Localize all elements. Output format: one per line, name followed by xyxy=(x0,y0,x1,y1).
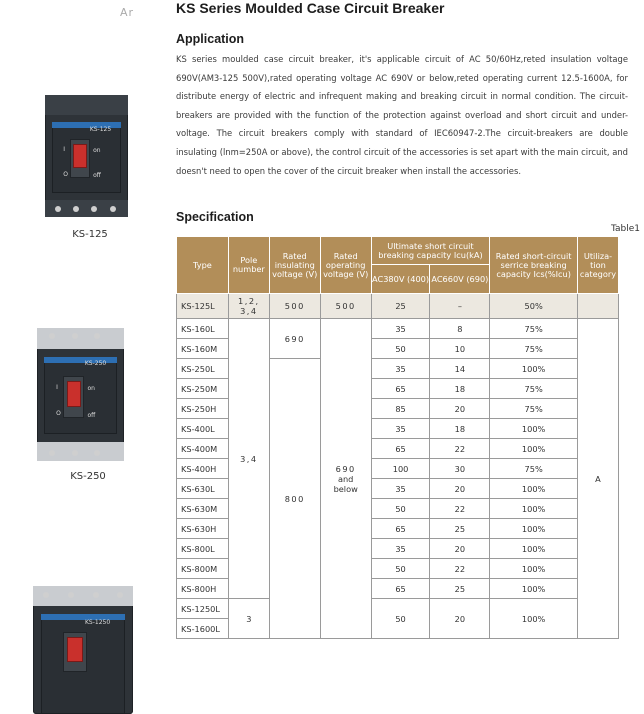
table-row: KS-250L 800 35 14 100% xyxy=(177,359,619,379)
table-row: KS-630L 35 20 100% xyxy=(177,479,619,499)
table-row: KS-400H 100 30 75% xyxy=(177,459,619,479)
table-row: KS-250H 85 20 75% xyxy=(177,399,619,419)
table-row: KS-630H 65 25 100% xyxy=(177,519,619,539)
table-row: KS-400L 35 18 100% xyxy=(177,419,619,439)
header-operating: Rated operating voltage (V) xyxy=(320,237,371,294)
table-label: Table1 xyxy=(611,224,640,234)
header-insulating: Rated insulating voltage (V) xyxy=(269,237,320,294)
pole-1250-cell: 3 xyxy=(228,599,269,639)
header-ac380: AC380V (400) xyxy=(371,265,430,294)
table-row: KS-160M 50 10 75% xyxy=(177,339,619,359)
header-type: Type xyxy=(177,237,229,294)
table-row: KS-800L 35 20 100% xyxy=(177,539,619,559)
specification-heading: Specification xyxy=(176,210,254,224)
page-title: KS Series Moulded Case Circuit Breaker xyxy=(176,0,445,16)
product-image-column xyxy=(0,0,170,714)
breaker-image-ks125: KS-125 I on O off xyxy=(45,95,128,217)
breaker-image-ks250: KS-250 I on O off xyxy=(37,328,124,461)
table-row: KS-800H 65 25 100% xyxy=(177,579,619,599)
corner-text: Ar xyxy=(120,6,135,19)
table-row: KS-125L 1,2, 3,4 500 500 25 – 50% xyxy=(177,294,619,319)
caption-ks250: KS-250 xyxy=(70,471,106,482)
specification-table xyxy=(176,236,619,639)
table-row: KS-800M 50 22 100% xyxy=(177,559,619,579)
header-utilization: Utiliza- tion category xyxy=(577,237,618,294)
pole-main-cell: 3,4 xyxy=(228,319,269,599)
operating-main-cell: 690 and below xyxy=(320,319,371,639)
application-text: KS series moulded case circuit breaker, it's applicable circuit of AC 50/60Hz,reted insulation voltage 690V(AM3-125 500V),rated operating voltage AC 690V or below,reted operating current 12.5-1600A, for distribute energy of electric and infrequent making and breaking circuit in normal condition. The circuit-breakers are provided with the function of the protection against overload and short circuit and under-voltage. The circuit breakers comply with standard of IEC60947-2.The circuit-breakers are double insulating (lnm=250A or above), the control circuit of the accessories is set apart with the main circuit, and doesn't need to open the cover of the circuit breaker when install the accessories. xyxy=(176,54,628,176)
category-cell: A xyxy=(577,319,618,639)
application-heading: Application xyxy=(176,32,245,46)
insulating-800-cell: 800 xyxy=(269,359,320,639)
table-row: KS-160L 3,4 690 690 and below 35 8 75% A xyxy=(177,319,619,339)
table-row: KS-1600L xyxy=(177,619,619,639)
table-row: KS-630M 50 22 100% xyxy=(177,499,619,519)
header-pole: Pole number xyxy=(228,237,269,294)
table-row: KS-400M 65 22 100% xyxy=(177,439,619,459)
header-service: Rated short-circuit serrice breaking capacity Ics(%Icu) xyxy=(490,237,578,294)
insulating-690-cell: 690 xyxy=(269,319,320,359)
caption-ks125: KS-125 xyxy=(72,229,108,240)
header-ultimate: Ultimate short circuit breaking capacity Icu(kA) xyxy=(371,237,490,265)
breaker-image-ks1250: KS-1250 xyxy=(33,586,133,714)
table-row: KS-250M 65 18 75% xyxy=(177,379,619,399)
table-row: KS-1250L 3 50 20 100% xyxy=(177,599,619,619)
header-ac660: AC660V (690) xyxy=(430,265,490,294)
